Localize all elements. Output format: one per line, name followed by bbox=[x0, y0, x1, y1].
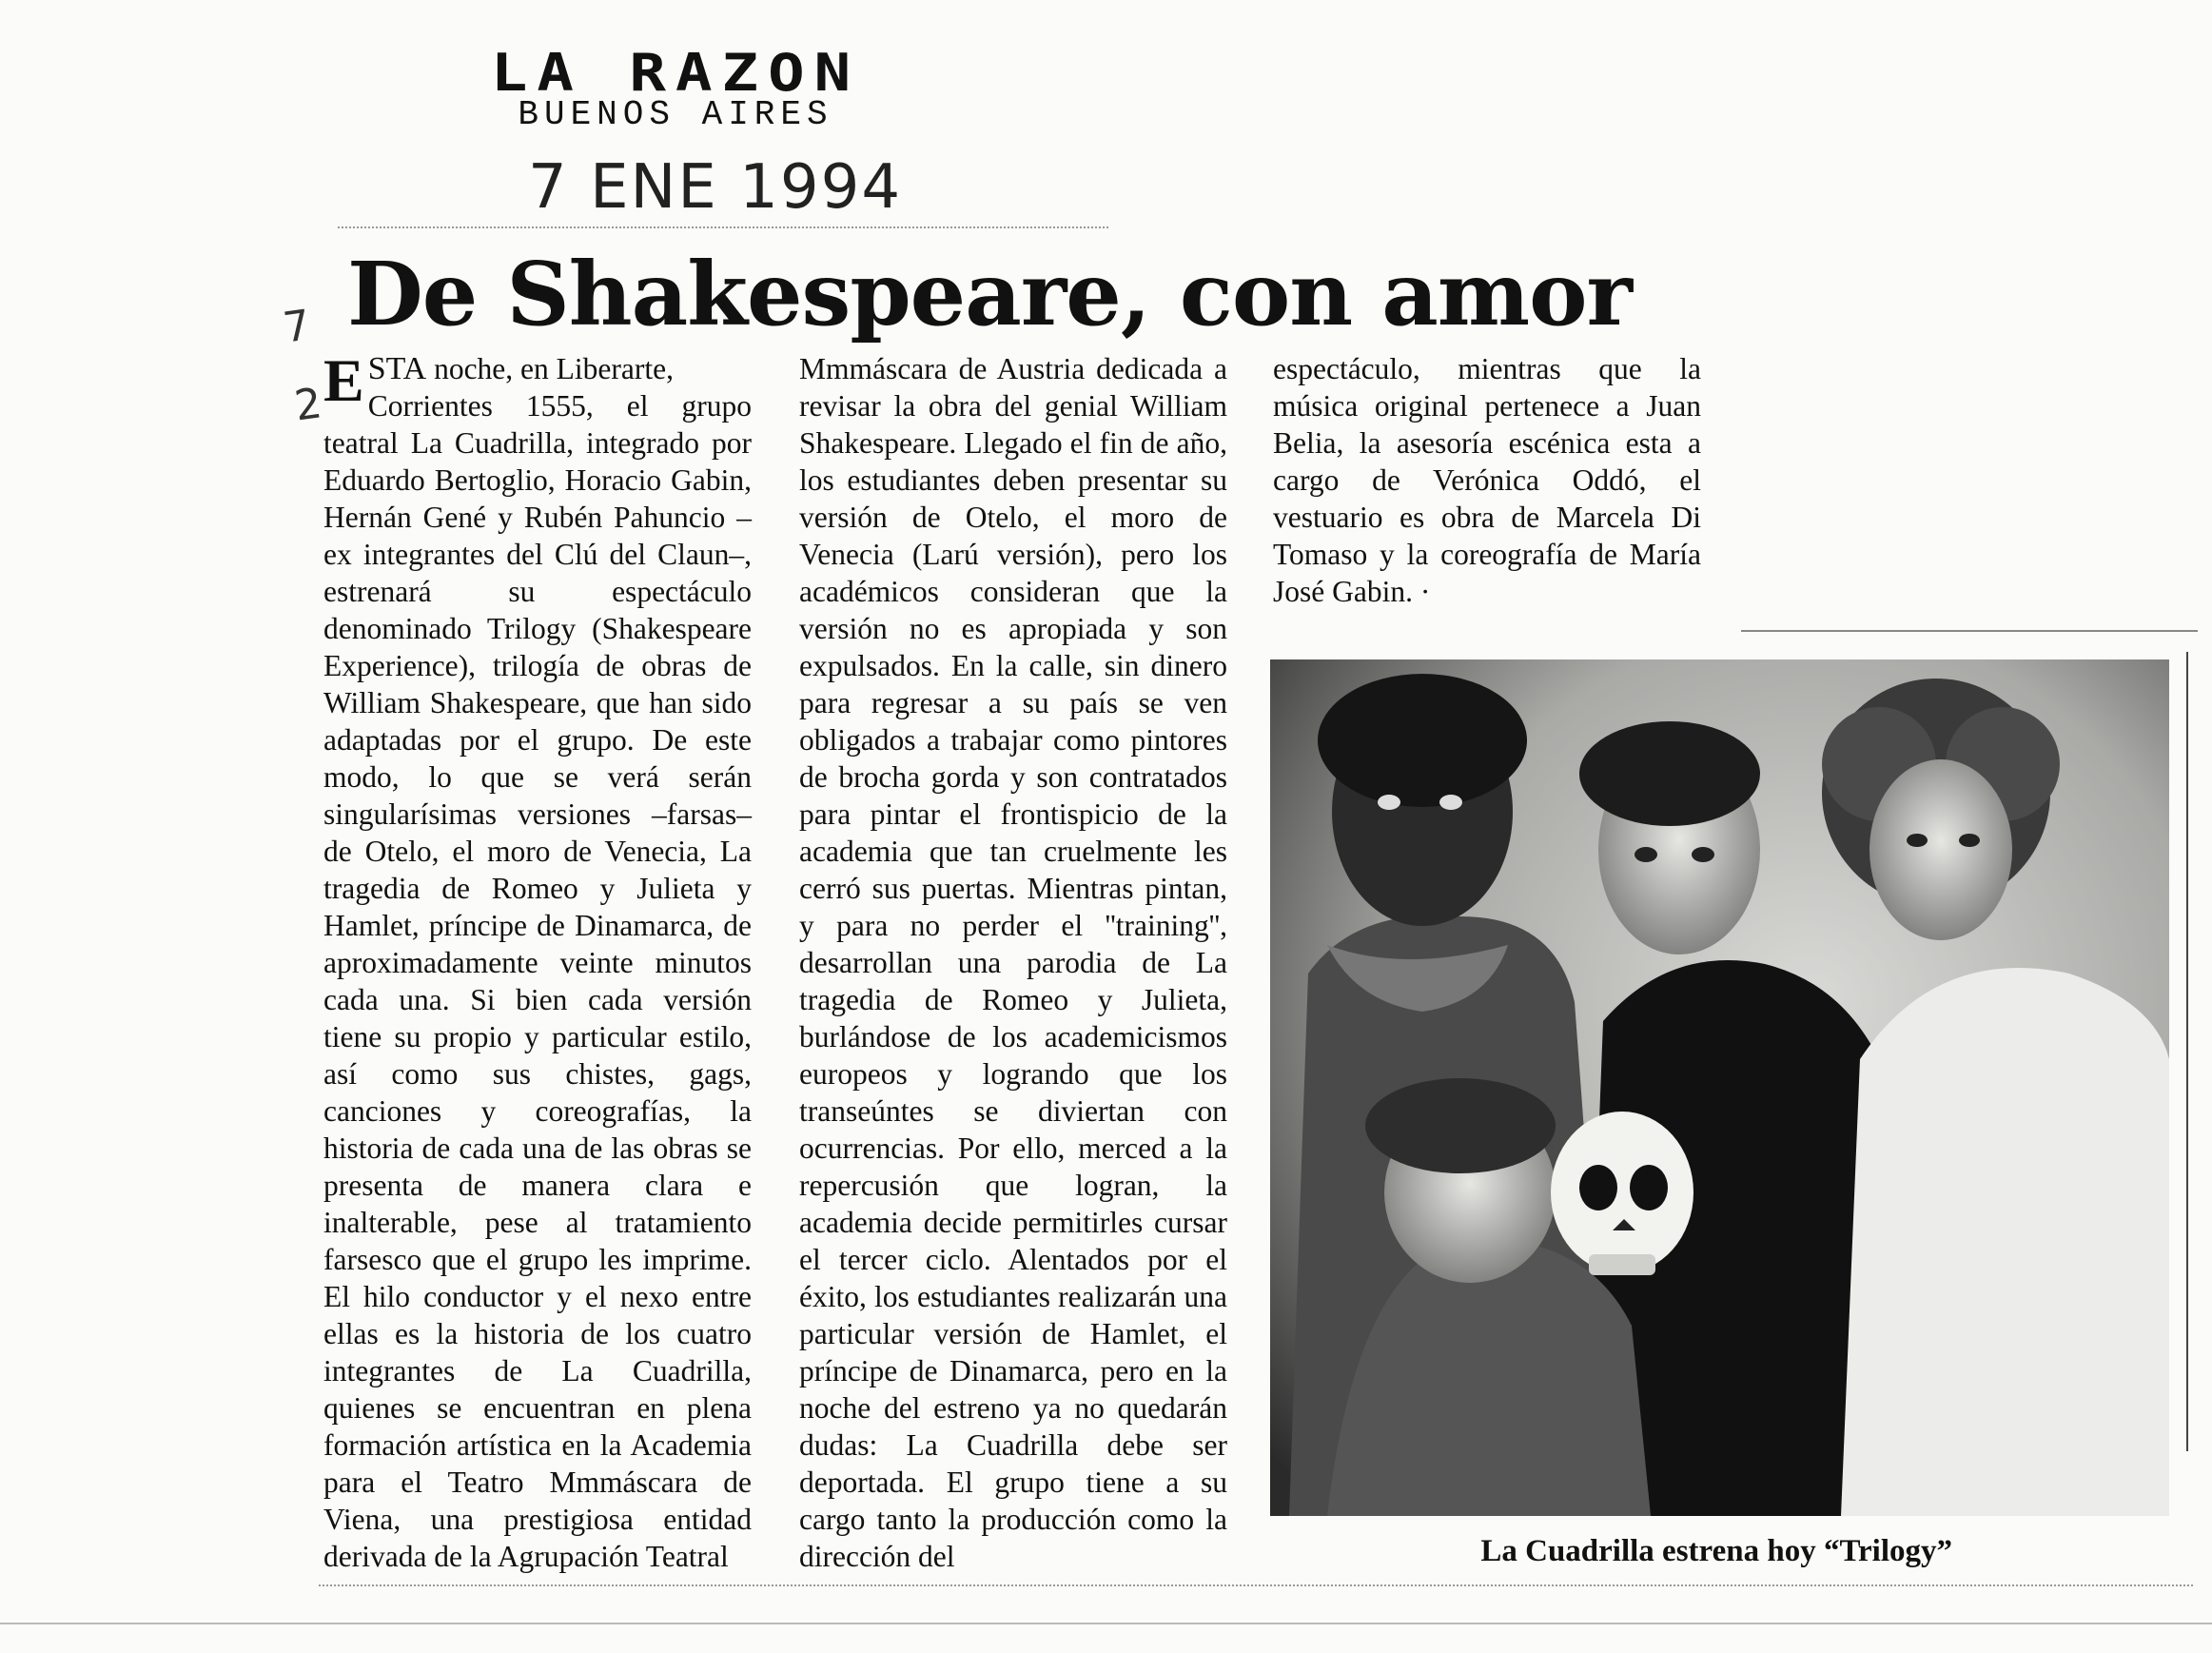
article-column-2: Mmmáscara de Austria dedicada a revisar la obra del genial William Shakespeare. Llegado el fin de año, los estudiantes deben presentar su versión de Otelo, el moro de Venecia (Larú versión), pero los académicos consideran que la versión no es apropiada y son expulsados. En la calle, sin dinero para regresar a su país se ven obligados a trabajar como pintores de brocha gorda y son contratados para pintar el frontispicio de la academia que tan cruelmente les cerró sus puertas. Mientras pintan, y para no perder el ''training'', desarrollan una parodia de La tragedia de Romeo y Julieta, burlándose de los academicismos europeos y logrando que los transeúntes se diviertan con ocurrencias. Por ello, merced a la repercusión que logran, la academia decide permitirles cursar el tercer ciclo. Alentados por el éxito, los estudiantes realizarán una particular versión de Hamlet, el príncipe de Dinamarca, pero en la noche del estreno ya no quedarán dudas: La Cuadrilla debe ser deportada. El grupo tiene a su cargo tanto la producción como la dirección del bbox=[799, 352, 1227, 1573]
article-column-3: espectáculo, mientras que la música original pertenece a Juan Belia, la asesoría escénica esta a cargo de Verónica Oddó, el vestuario es obra de Marcela Di Tomaso y la coreografía de María José Gabin. · bbox=[1273, 352, 1701, 608]
margin-note-1: 7 bbox=[280, 301, 314, 353]
group-photo bbox=[1270, 659, 2169, 1516]
page-edge bbox=[0, 1623, 2212, 1624]
article-column-1 bbox=[323, 346, 752, 1575]
date-stamp: 7 ENE 1994 bbox=[528, 152, 903, 223]
article-headline: De Shakespeare, con amor bbox=[347, 243, 1632, 345]
photo-caption: La Cuadrilla estrena hoy “Trilogy” bbox=[1480, 1534, 1952, 1568]
drop-cap: E bbox=[323, 346, 364, 414]
right-border-rule bbox=[2186, 652, 2188, 1451]
photo-illustration-icon bbox=[1270, 659, 2169, 1516]
column-1-text: noche, en Liberarte, Corrientes 1555, el grupo teatral La Cuadrilla, integrado por Eduardo Bertoglio, Horacio Gabin, Hernán Gené y Rubén Pahuncio –ex integrantes del Clú del Claun–, estrenará su espectáculo denominado Trilogy (Shakespeare Experience), trilogía de obras de William Shakespeare, que han sido adaptadas por el grupo. De este modo, lo que se verá serán singularísimas versiones –farsas– de Otelo, el moro de Venecia, La tragedia de Romeo y Julieta y Hamlet, príncipe de Dinamarca, de aproximadamente veinte minutos cada una. Si bien cada versión tiene su propio y particular estilo, así como sus chistes, gags, canciones y coreografías, la historia de cada una de las obras se presenta de manera clara e inalterable, pese al tratamiento farsesco que el grupo les imprime. El hilo conductor y el nexo entre ellas es la historia de los cuatro integrantes de La Cuadrilla, quienes se encuentran en plena formación artística en la Academia para el Teatro Mmmáscara de Viena, una prestigiosa entidad derivada de la Agrupación Teatral bbox=[323, 352, 752, 1573]
bottom-rule bbox=[319, 1584, 2193, 1586]
lead-caps: STA bbox=[367, 351, 427, 386]
newspaper-city: BUENOS AIRES bbox=[518, 95, 833, 134]
newspaper-masthead: LA RAZON bbox=[490, 43, 861, 104]
column-rule bbox=[1741, 630, 2198, 632]
top-rule bbox=[338, 226, 1108, 228]
margin-note-2: 2 bbox=[291, 379, 325, 431]
